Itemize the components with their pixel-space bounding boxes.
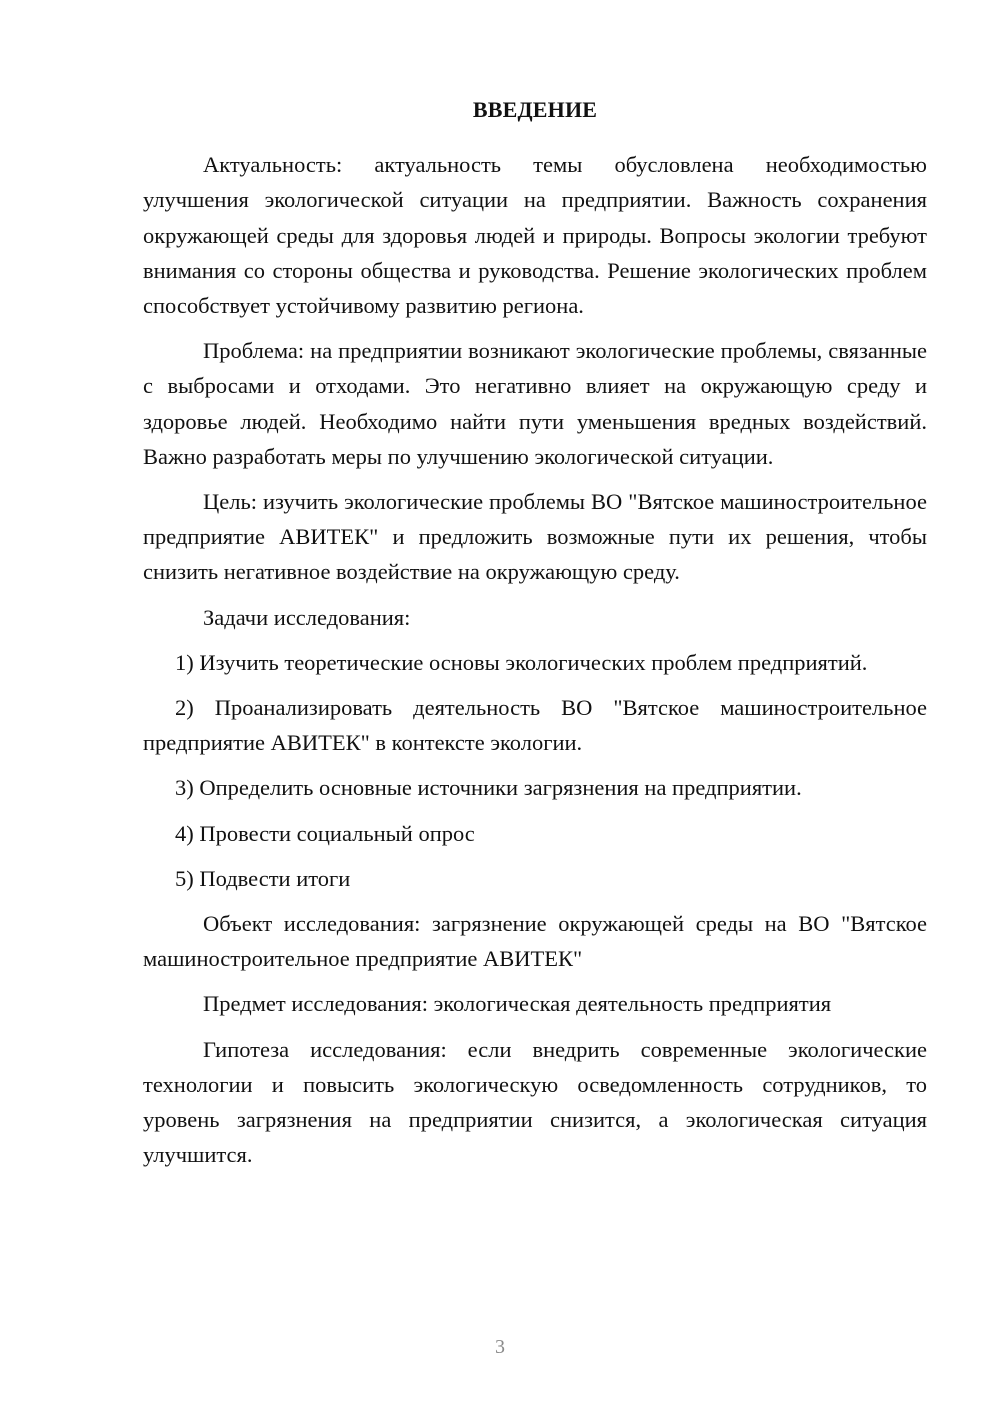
goal-paragraph: Цель: изучить экологические проблемы ВО "Вятское машиностроительное предприятие АВИТЕК" и предложить возможные пути их решения, чтобы снизить негативное воздействие на окружающую среду. [143, 489, 927, 585]
page-number: 3 [495, 1336, 505, 1358]
page-title: ВВЕДЕНИЕ [472, 97, 598, 122]
problem-paragraph: Проблема: на предприятии возникают экологические проблемы, связанные с выбросами и отходами. Это негативно влияет на окружающую среду и здоровье людей. Необходимо найти пути уменьшения вредных воздействий. Важно разработать меры по улучшению экологической ситуации. [143, 338, 927, 469]
task-item-3: 3) Определить основные источники загрязнения на предприятии. [175, 775, 802, 801]
object-paragraph: Объект исследования: загрязнение окружающей среды на ВО "Вятское машиностроительное предприятие АВИТЕК" [143, 911, 927, 972]
task-item-4: 4) Провести социальный опрос [175, 820, 475, 846]
tasks-heading: Задачи исследования: [203, 604, 411, 630]
task-item-1: 1) Изучить теоретические основы экологических проблем предприятий. [175, 649, 868, 675]
subject-paragraph: Предмет исследования: экологическая деятельность предприятия [203, 991, 832, 1017]
relevance-paragraph: Актуальность: актуальность темы обусловлена необходимостью улучшения экологической ситуации на предприятии. Важность сохранения окружающей среды для здоровья людей и природы. Вопросы экологии требуют внимания со стороны общества и руководства. Решение экологических проблем способствует устойчивому развитию региона. [143, 152, 927, 319]
task-item-5: 5) Подвести итоги [175, 865, 351, 891]
hypothesis-paragraph: Гипотеза исследования: если внедрить современные экологические технологии и повысить экологическую осведомленность сотрудников, то уровень загрязнения на предприятии снизится, а экологическая ситуация улучшится. [143, 1036, 927, 1168]
task-item-2: 2) Проанализировать деятельность ВО "Вятское машиностроительное предприятие АВИТЕК" в контексте экологии. [143, 695, 927, 756]
page-content [143, 92, 927, 1182]
